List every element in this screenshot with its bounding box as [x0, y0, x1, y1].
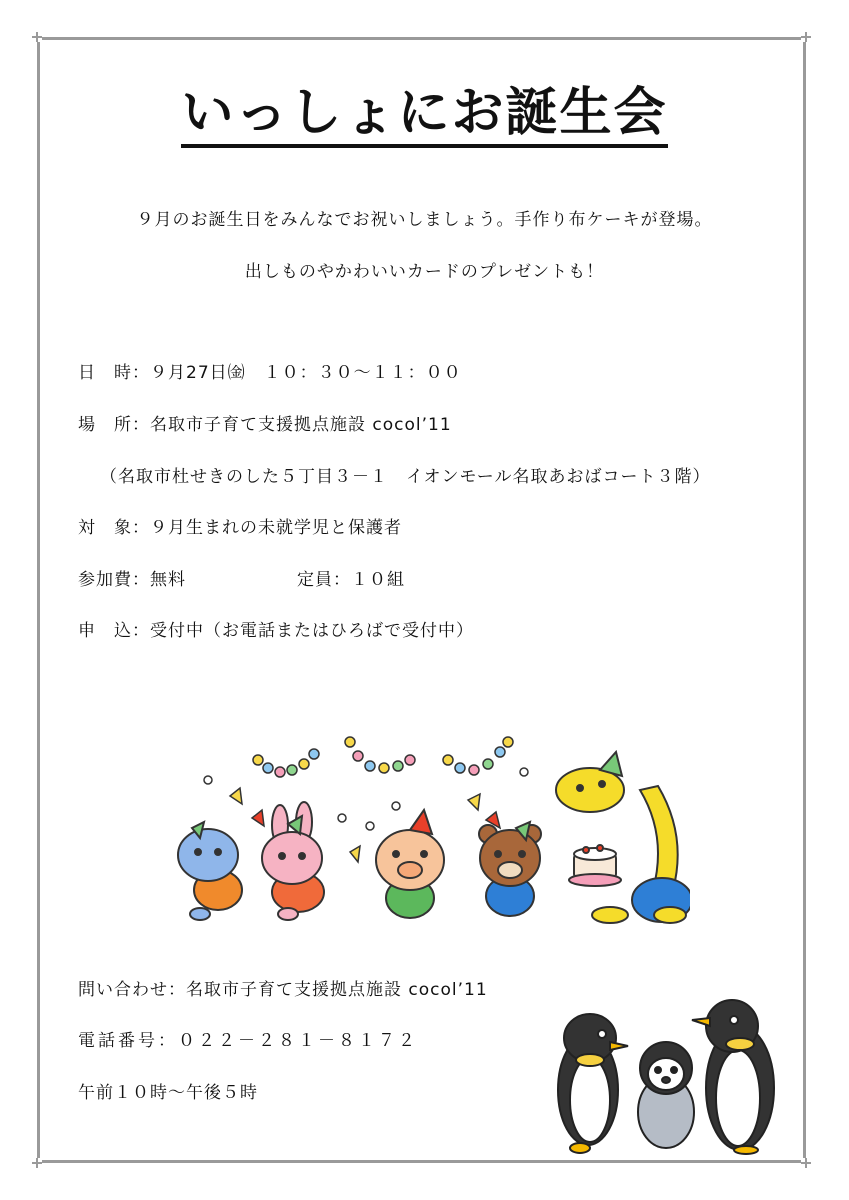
bear-character-icon [479, 822, 541, 916]
event-datetime: 日 時：９月27日㈮ １０：３０～１１：００ [78, 363, 462, 383]
border-corner [801, 1158, 811, 1168]
event-target: 対 象：９月生まれの未就学児と保護者 [78, 518, 402, 538]
event-place: 場 所：名取市子育て支援拠点施設 cocol’11 [78, 415, 452, 435]
cat-character-icon [178, 822, 242, 920]
confetti-icon [204, 768, 528, 862]
contact-hours: 午前１０時～午後５時 [78, 1083, 258, 1103]
event-fee: 参加費：無料 [78, 570, 186, 590]
penguin-adult-icon [692, 1000, 774, 1154]
rabbit-character-icon [262, 802, 324, 920]
title-underline [181, 144, 668, 148]
contact-phone: 電話番号：０２２－２８１－８１７２ [78, 1031, 418, 1051]
event-address: （名取市杜せきのした５丁目３－１ イオンモール名取あおばコート３階） [100, 467, 711, 487]
border-corner [32, 32, 42, 42]
border-corner [32, 1158, 42, 1168]
intro-line-1: ９月のお誕生日をみんなでお祝いしましょう。手作り布ケーキが登場。 [136, 210, 713, 230]
bead-garland-icon [253, 737, 513, 777]
party-animals-illustration [170, 730, 690, 930]
penguin-chick-icon [638, 1042, 694, 1148]
page-title: いっしょにお誕生会 [181, 83, 668, 143]
event-capacity: 定員：１０組 [297, 570, 405, 590]
contact-inquiry: 問い合わせ：名取市子育て支援拠点施設 cocol’11 [78, 980, 488, 1000]
penguins-illustration [550, 990, 800, 1155]
penguin-parent-icon [558, 1014, 628, 1153]
border-corner [801, 32, 811, 42]
event-apply: 申 込：受付中（お電話またはひろばで受付中） [78, 621, 474, 641]
birthday-cake-icon [569, 845, 621, 886]
giraffe-character-icon [556, 752, 690, 923]
intro-line-2: 出しものやかわいいカードのプレゼントも！ [244, 262, 605, 282]
pig-character-icon [376, 810, 444, 918]
